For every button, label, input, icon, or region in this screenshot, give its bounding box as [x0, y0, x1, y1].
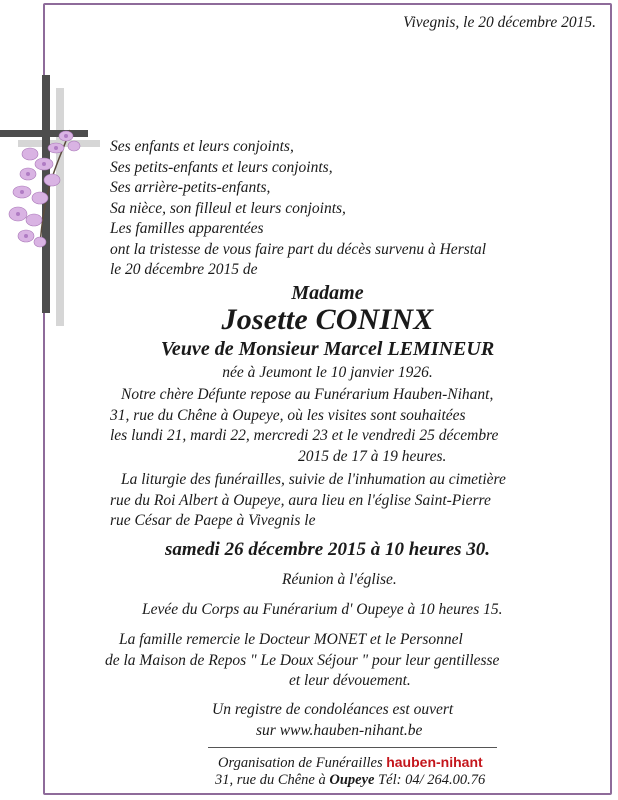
brand-logo: hauben-nihant — [386, 754, 483, 770]
meeting-info: Réunion à l'église. — [282, 571, 397, 588]
intro-line: Ses enfants et leurs conjoints, — [110, 138, 294, 155]
intro-line: ont la tristesse de vous faire part du décès survenu à Herstal — [110, 240, 487, 258]
intro-line: Ses arrière-petits-enfants, — [110, 179, 271, 196]
register-link[interactable]: sur www.hauben-nihant.be — [256, 721, 423, 739]
footer-address-prefix: 31, rue du Chêne à — [215, 772, 326, 788]
place-date: Vivegnis, le 20 décembre 2015. — [403, 14, 596, 31]
family-list — [110, 137, 486, 281]
visitation-line: 31, rue du Chêne à Oupeye, où les visites sont souhaitées — [110, 406, 466, 424]
intro-line: Sa nièce, son filleul et leurs conjoints, — [110, 199, 346, 217]
deceased-title: Madame — [291, 282, 364, 304]
register-line: Un registre de condoléances est ouvert — [212, 701, 454, 718]
footer-org-prefix: Organisation de Funérailles — [218, 755, 383, 771]
visitation-line: 2015 de 17 à 19 heures. — [298, 447, 447, 465]
deceased-name: Josette CONINX — [221, 303, 434, 336]
ceremony-datetime: samedi 26 décembre 2015 à 10 heures 30. — [164, 539, 491, 560]
thanks-line: La famille remercie le Docteur MONET et le Personnel — [119, 631, 463, 648]
liturgy-line: rue César de Paepe à Vivegnis le — [110, 512, 316, 529]
departure-info: Levée du Corps au Funérarium d' Oupeye à 10 heures 15. — [142, 601, 503, 618]
visitation-line: les lundi 21, mardi 22, mercredi 23 et le vendredi 25 décembre — [110, 427, 499, 444]
intro-line: le 20 décembre 2015 de — [110, 261, 258, 278]
thanks-block — [105, 630, 499, 692]
liturgy-block — [110, 470, 506, 532]
visitation-line: Notre chère Défunte repose au Funérarium Hauben-Nihant, — [121, 386, 494, 403]
birth-info: née à Jeumont le 10 janvier 1926. — [222, 364, 433, 381]
intro-line: Ses petits-enfants et leurs conjoints, — [110, 158, 333, 176]
liturgy-line: La liturgie des funérailles, suivie de l'inhumation au cimetière — [121, 471, 506, 488]
footer-address — [215, 771, 485, 789]
widow-of: Veuve de Monsieur Marcel LEMINEUR — [160, 338, 495, 360]
register-block — [212, 700, 453, 741]
thanks-line: et leur dévouement. — [289, 672, 411, 689]
visitation-block — [110, 385, 498, 467]
liturgy-line: rue du Roi Albert à Oupeye, aura lieu en l'église Saint-Pierre — [110, 491, 491, 509]
footer-phone: Tél: 04/ 264.00.76 — [378, 772, 486, 788]
intro-line: Les familles apparentées — [110, 220, 264, 237]
footer-divider — [208, 747, 497, 748]
thanks-line: de la Maison de Repos " Le Doux Séjour " pour leur gentillesse — [105, 651, 500, 669]
footer-org — [218, 753, 483, 772]
footer-town: Oupeye — [329, 772, 375, 788]
